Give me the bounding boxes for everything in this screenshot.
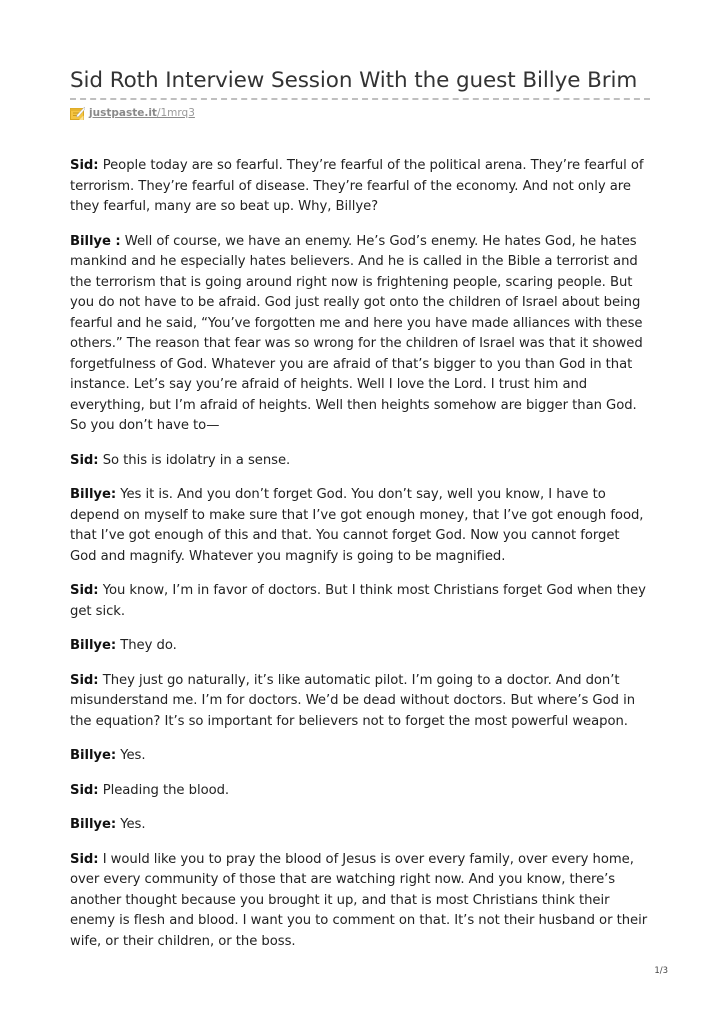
speaker-label: Billye:: [70, 638, 117, 653]
paragraph: [70, 850, 650, 953]
note-icon: [70, 107, 85, 120]
paragraph-text: Yes it is. And you don’t forget God. You don’t say, well you know, I have to depend on myself to make sure that I’ve got enough money, that I’ve got enough food, that I’ve got enough of this and that. You cannot forget God. Now you cannot forget God and magnify. Whatever you magnify is going to be magnified.: [70, 487, 644, 564]
speaker-label: Sid:: [70, 583, 99, 598]
page-number: 1/3: [654, 966, 668, 976]
speaker-label: Sid:: [70, 452, 99, 468]
paragraph: [70, 232, 650, 437]
paragraph-text: Yes.: [116, 748, 146, 763]
title-divider: [70, 98, 650, 100]
paragraph: [70, 156, 650, 218]
paragraph: [70, 671, 650, 733]
speaker-label: Billye :: [70, 233, 121, 249]
paragraph-text: You know, I’m in favor of doctors. But I think most Christians forget God when they get sick.: [70, 583, 646, 619]
paragraph-text: People today are so fearful. They’re fearful of the political arena. They’re fearful of terrorism. They’re fearful of disease. They’re fearful of the economy. And not only are they fearful, many are so beat up. Why, Billye?: [70, 158, 644, 214]
speaker-label: Sid:: [70, 672, 99, 688]
paragraph: [70, 746, 650, 767]
page-title: Sid Roth Interview Session With the guest Billye Brim: [70, 68, 638, 93]
paragraph-text: Yes.: [116, 817, 146, 832]
speaker-label: Sid:: [70, 158, 99, 173]
paragraph-text: They do.: [116, 638, 177, 653]
paragraph: [70, 815, 650, 836]
speaker-label: Billye:: [70, 748, 117, 763]
source-link[interactable]: [89, 105, 195, 121]
speaker-label: Sid:: [70, 851, 99, 867]
paragraph-text: I would like you to pray the blood of Jesus is over every family, over every home, over every community of those that are watching right now. And you know, there’s another thought because you brought it up, and that is most Christians think their enemy is flesh and blood. I want you to comment on that. It’s not their husband or their wife, or their children, or the boss.: [70, 851, 648, 949]
source-line: [70, 105, 195, 121]
document-body: [70, 156, 650, 966]
paragraph: [70, 451, 650, 472]
speaker-label: Sid:: [70, 782, 99, 798]
paragraph-text: Pleading the blood.: [98, 782, 230, 798]
speaker-label: Billye:: [70, 817, 117, 832]
paragraph: [70, 781, 650, 802]
paragraph-text: So this is idolatry in a sense.: [98, 452, 291, 468]
paragraph-text: They just go naturally, it’s like automatic pilot. I’m going to a doctor. And don’t misunderstand me. I’m for doctors. We’d be dead without doctors. But where’s God in the equation? It’s so important for believers not to forget the most powerful weapon.: [70, 672, 635, 729]
speaker-label: Billye:: [70, 487, 117, 502]
paragraph: [70, 581, 650, 622]
paragraph: [70, 636, 650, 657]
paragraph-text: Well of course, we have an enemy. He’s God’s enemy. He hates God, he hates mankind and he especially hates believers. And he is called in the Bible a terrorist and the terrorism that is going around right now is frightening people, scaring people. But you do not have to be afraid. God just really got onto the children of Israel about being fearful and he said, “You’ve forgotten me and here you have made alliances with these others.” The reason that fear was so wrong for the children of Israel was that it showed forgetfulness of God. Whatever you are afraid of that’s bigger to you than God in that instance. Let’s say you’re afraid of heights. Well I love the Lord. I trust him and everything, but I’m afraid of heights. Well then heights somehow are bigger than God. So you don’t have to—: [70, 233, 643, 433]
source-path: /1mrq3: [156, 107, 195, 119]
source-domain: justpaste.it: [89, 107, 157, 119]
paragraph: [70, 485, 650, 567]
